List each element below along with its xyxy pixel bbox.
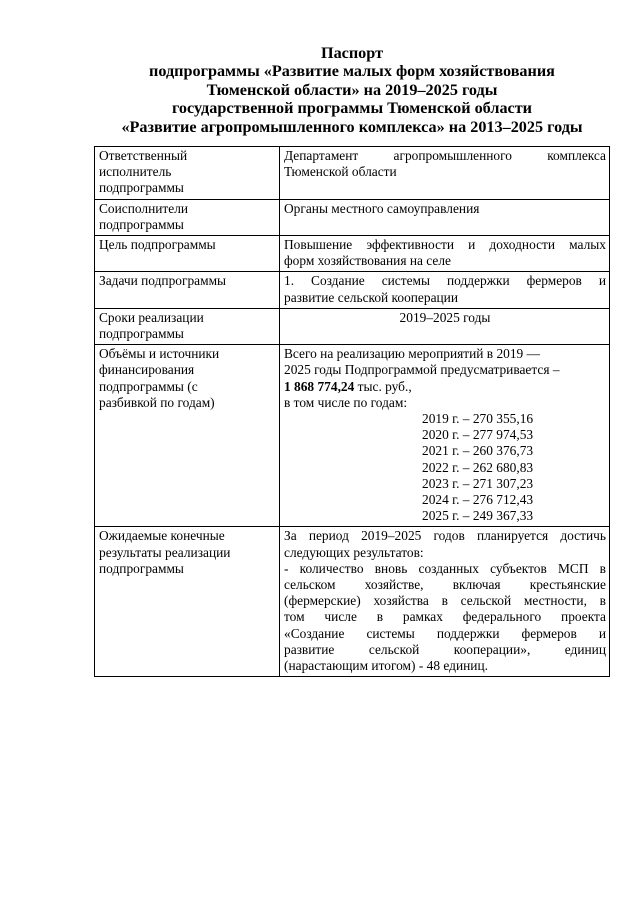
value-line: сельском хозяйстве, включая крестьянские [284, 577, 606, 593]
value-line: Департамент агропромышленного комплекса [284, 148, 606, 163]
table-row [95, 345, 610, 527]
row-label-financing [95, 345, 280, 527]
financing-year: 2024 г. – 276 712,43 [422, 492, 534, 508]
value-line: - количество вновь созданных субъектов МСП в [284, 560, 606, 576]
table-row [95, 199, 610, 235]
financing-year: 2020 г. – 277 974,53 [422, 427, 534, 443]
financing-year: 2021 г. – 260 376,73 [422, 443, 534, 459]
row-label-tasks [95, 272, 280, 308]
table-row [95, 236, 610, 272]
passport-table [94, 146, 610, 677]
row-value-responsible [280, 147, 610, 200]
table-row [95, 527, 610, 677]
title-line: «Развитие агропромышленного комплекса» на 2013–2025 годы [121, 117, 583, 136]
label-line: подпрограммы [99, 560, 184, 576]
financing-total-suffix: тыс. руб., [354, 378, 412, 394]
value-line: «Создание системы поддержки фермеров и [284, 625, 606, 641]
label-line: разбивкой по годам) [99, 394, 215, 410]
value-line: Тюменской области [284, 164, 397, 180]
label-line: Объёмы и источники [99, 346, 220, 362]
financing-year: 2023 г. – 271 307,23 [422, 475, 534, 491]
label-line: Задачи подпрограммы [99, 273, 227, 289]
value-line: 2019–2025 годы [399, 309, 491, 325]
row-label-results [95, 527, 280, 677]
value-line: том числе в рамках федерального проекта [284, 609, 606, 625]
financing-year: 2022 г. – 262 680,83 [422, 459, 534, 475]
value-line: развитие сельской кооперации [284, 289, 459, 305]
row-value-results [280, 527, 610, 677]
title-line: подпрограммы «Развитие малых форм хозяйствования [149, 62, 555, 81]
value-line: следующих результатов: [284, 544, 424, 560]
label-line: Ответственный [99, 148, 188, 163]
financing-intro: 2025 годы Подпрограммой предусматривается – [284, 362, 560, 378]
label-line: подпрограммы [99, 180, 184, 196]
table-row [95, 272, 610, 308]
financing-intro: Всего на реализацию мероприятий в 2019 — [284, 346, 540, 362]
value-line: Повышение эффективности и доходности малых [284, 237, 606, 253]
row-label-goal [95, 236, 280, 272]
financing-total: 1 868 774,24 [284, 378, 355, 394]
label-line: исполнитель [99, 164, 172, 180]
value-line: 1. Создание системы поддержки фермеров и [284, 273, 606, 289]
value-line: (фермерские) хозяйства в сельской местности, в [284, 593, 606, 609]
title-line: Паспорт [320, 44, 384, 62]
label-line: Сроки реализации [99, 309, 204, 325]
value-line: Органы местного самоуправления [284, 200, 480, 216]
value-line: (нарастающим итогом) - 48 единиц. [284, 658, 488, 674]
title-line: государственной программы Тюменской области [171, 99, 533, 118]
row-label-terms [95, 308, 280, 344]
table-row [95, 147, 610, 200]
label-line: подпрограммы [99, 326, 184, 342]
label-line: Соисполнители [99, 200, 189, 216]
label-line: подпрограммы (с [99, 378, 198, 394]
row-value-financing [280, 345, 610, 527]
row-label-responsible [95, 147, 280, 200]
value-line: форм хозяйствования на селе [284, 253, 451, 269]
row-label-coexecutors [95, 199, 280, 235]
financing-year: 2019 г. – 270 355,16 [422, 411, 534, 427]
table-row [95, 308, 610, 344]
label-line: Цель подпрограммы [99, 237, 216, 253]
label-line: Ожидаемые конечные [99, 528, 225, 544]
financing-including: в том числе по годам: [284, 394, 408, 410]
value-line: развитие сельской кооперации», единиц [284, 641, 606, 657]
label-line: подпрограммы [99, 216, 184, 232]
row-value-terms [280, 308, 610, 344]
label-line: финансирования [99, 362, 195, 378]
value-line: За период 2019–2025 годов планируется достичь [284, 528, 606, 544]
financing-total-line [284, 379, 606, 395]
label-line: результаты реализации [99, 544, 231, 560]
title-line: Тюменской области» на 2019–2025 годы [206, 80, 498, 99]
row-value-goal [280, 236, 610, 272]
financing-year: 2025 г. – 249 367,33 [422, 508, 534, 524]
passport-title [94, 44, 610, 136]
row-value-tasks [280, 272, 610, 308]
row-value-coexecutors [280, 199, 610, 235]
